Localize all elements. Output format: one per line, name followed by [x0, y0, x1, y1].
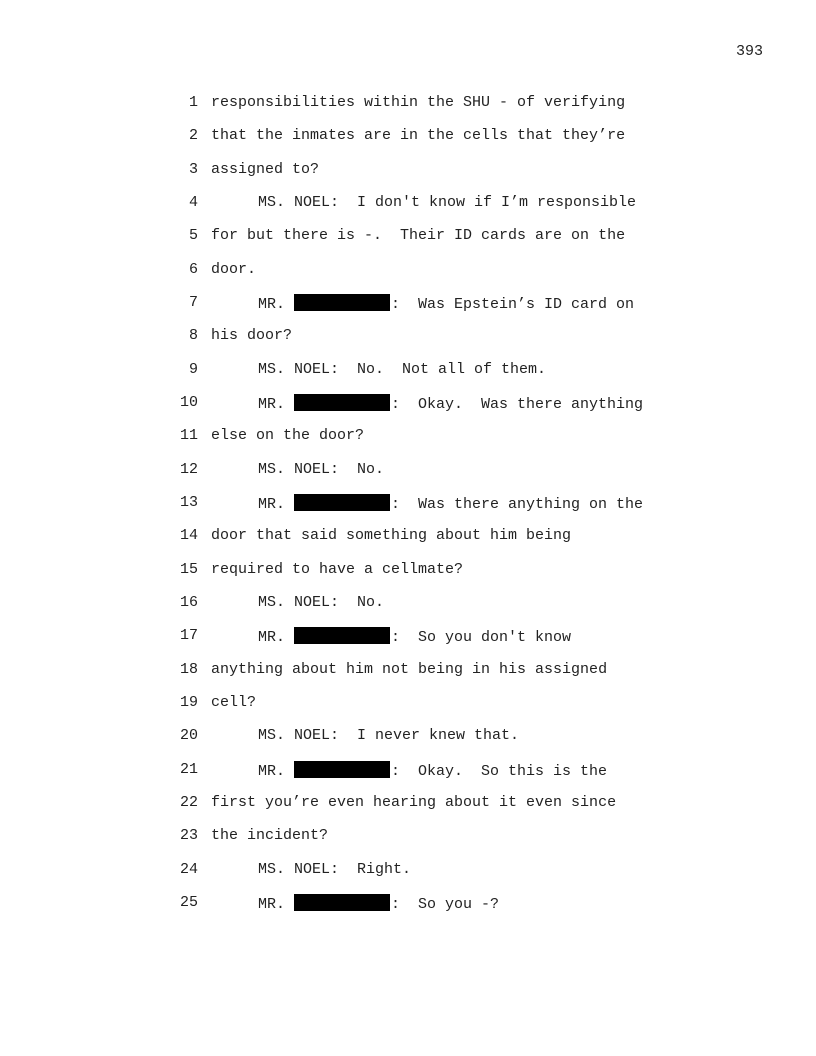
line-number: 17 — [179, 627, 198, 645]
transcript-line — [0, 694, 816, 727]
speaker-text: his door? — [211, 327, 293, 345]
speaker-text: MR. — [258, 395, 286, 413]
line-number: 9 — [188, 360, 198, 378]
line-text — [211, 594, 384, 612]
speaker-text: anything about him not being in his assigned — [211, 660, 608, 678]
speaker-text: MS. NOEL: No. — [258, 593, 385, 611]
speaker-text: responsibilities within the SHU - of verifying — [211, 94, 626, 111]
transcript-line — [0, 227, 816, 260]
redacted-name-bar — [294, 394, 390, 411]
speaker-text: assigned to? — [211, 160, 320, 178]
statement-text: : So you -? — [391, 895, 500, 913]
line-number: 1 — [188, 94, 198, 111]
line-number: 15 — [179, 560, 198, 578]
line-number: 11 — [179, 427, 198, 445]
line-text — [211, 561, 463, 579]
line-text — [211, 127, 625, 145]
line-number: 12 — [179, 460, 198, 478]
transcript-line — [0, 894, 816, 927]
transcript-line — [0, 394, 816, 427]
line-text — [211, 361, 546, 379]
line-text — [211, 694, 256, 712]
page-number: 393 — [735, 43, 763, 60]
line-text — [211, 861, 411, 879]
line-number: 3 — [188, 160, 198, 178]
line-text — [211, 161, 319, 179]
line-number: 6 — [188, 260, 198, 278]
line-number: 19 — [179, 693, 198, 711]
transcript-line — [0, 127, 816, 160]
line-text — [211, 761, 607, 781]
line-number: 22 — [179, 793, 198, 811]
line-text — [211, 627, 571, 647]
statement-text: : Was there anything on the — [391, 495, 644, 513]
transcript-line — [0, 494, 816, 527]
speaker-text: MR. — [258, 295, 286, 313]
transcript-line — [0, 627, 816, 660]
speaker-text: MS. NOEL: I never knew that. — [258, 727, 520, 745]
speaker-text: else on the door? — [211, 427, 365, 445]
line-text — [211, 427, 364, 445]
line-number: 23 — [179, 827, 198, 845]
line-text — [211, 527, 571, 545]
statement-text: : So you don't know — [391, 629, 572, 647]
speaker-text: MS. NOEL: No. — [258, 460, 385, 478]
line-number: 25 — [179, 893, 198, 911]
line-number: 5 — [188, 227, 198, 245]
transcript-line — [0, 861, 816, 894]
transcript-line — [0, 794, 816, 827]
speaker-text: the incident? — [211, 827, 329, 845]
line-number: 13 — [179, 493, 198, 511]
line-number: 2 — [188, 127, 198, 145]
statement-text: : Was Epstein’s ID card on — [391, 295, 635, 313]
redacted-name-bar — [294, 627, 390, 644]
transcript-line — [0, 727, 816, 760]
line-text — [211, 327, 292, 345]
line-number: 20 — [179, 727, 198, 745]
speaker-text: door that said something about him being — [211, 527, 572, 545]
speaker-text: MS. NOEL: Right. — [258, 860, 412, 878]
transcript-line — [0, 461, 816, 494]
line-number: 24 — [179, 860, 198, 878]
transcript-line — [0, 161, 816, 194]
line-text — [211, 394, 643, 414]
statement-text: : Okay. So this is the — [391, 762, 608, 780]
line-number: 10 — [179, 393, 198, 411]
transcript-line — [0, 261, 816, 294]
line-text — [211, 227, 625, 245]
redacted-name-bar — [294, 494, 390, 511]
speaker-text: MS. NOEL: No. Not all of them. — [258, 360, 547, 378]
line-number: 14 — [179, 527, 198, 545]
line-text — [211, 294, 634, 314]
speaker-text: MR. — [258, 629, 286, 647]
transcript-line — [0, 194, 816, 227]
speaker-text: MS. NOEL: I don't know if I’m responsible — [258, 193, 637, 211]
transcript-line — [0, 294, 816, 327]
line-text — [211, 94, 625, 112]
speaker-text: door. — [211, 260, 257, 278]
transcript-line — [0, 94, 816, 127]
speaker-text: that the inmates are in the cells that they’re — [211, 127, 626, 145]
redacted-name-bar — [294, 894, 390, 911]
speaker-text: MR. — [258, 495, 286, 513]
speaker-text: MR. — [258, 895, 286, 913]
line-number: 18 — [179, 660, 198, 678]
speaker-text: MR. — [258, 762, 286, 780]
transcript-line — [0, 527, 816, 560]
transcript-line — [0, 327, 816, 360]
line-number: 4 — [188, 193, 198, 211]
transcript-line — [0, 761, 816, 794]
line-text — [211, 461, 384, 479]
line-text — [211, 261, 256, 279]
transcript-line — [0, 561, 816, 594]
redacted-name-bar — [294, 294, 390, 311]
line-number: 21 — [179, 760, 198, 778]
speaker-text: cell? — [211, 693, 257, 711]
speaker-text: required to have a cellmate? — [211, 560, 464, 578]
line-text — [211, 894, 499, 914]
speaker-text: for but there is -. Their ID cards are on the — [211, 227, 626, 245]
transcript-body — [0, 94, 816, 927]
line-number: 8 — [188, 327, 198, 345]
speaker-text: first you’re even hearing about it even since — [211, 793, 617, 811]
statement-text: : Okay. Was there anything — [391, 395, 644, 413]
transcript-line — [0, 361, 816, 394]
transcript-line — [0, 594, 816, 627]
line-text — [211, 494, 643, 514]
line-text — [211, 794, 616, 812]
redacted-name-bar — [294, 761, 390, 778]
line-text — [211, 827, 328, 845]
transcript-line — [0, 427, 816, 460]
line-number: 16 — [179, 593, 198, 611]
transcript-line — [0, 827, 816, 860]
line-text — [211, 661, 607, 679]
line-number: 7 — [188, 293, 198, 311]
line-text — [211, 727, 519, 745]
transcript-line — [0, 661, 816, 694]
line-text — [211, 194, 636, 212]
